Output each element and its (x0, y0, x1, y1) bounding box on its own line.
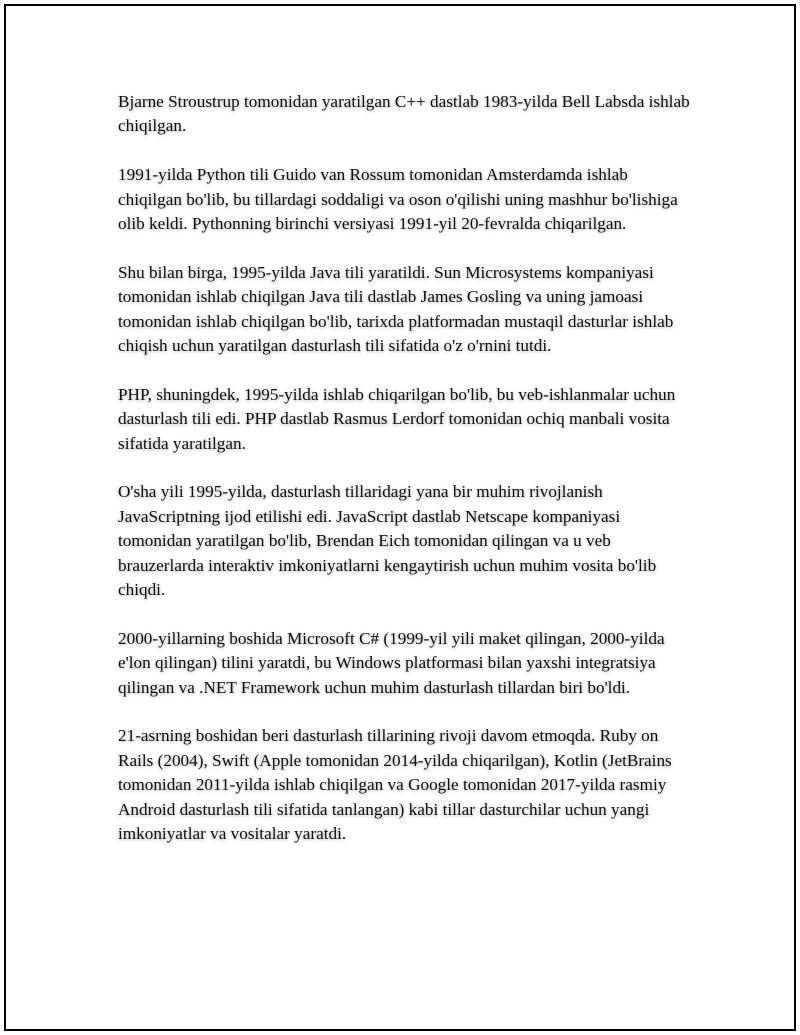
paragraph-cpp: Bjarne Stroustrup tomonidan yaratilgan C++ dastlab 1983-yilda Bell Labsda ishlab chiqilgan. (118, 92, 690, 136)
document-body (118, 90, 693, 871)
paragraph-php: PHP, shuningdek, 1995-yilda ishlab chiqarilgan bo'lib, bu veb-ishlanmalar uchun dasturlash tili edi. PHP dastlab Rasmus Lerdorf tomonidan ochiq manbali vosita sifatida yaratilgan. (118, 384, 676, 453)
paragraph-python: 1991-yilda Python tili Guido van Rossum tomonidan Amsterdamda ishlab chiqilgan bo'lib, bu tillardagi soddaligi va oson o'qilishi uning mashhur bo'lishiga olib keldi. Pythonning birinchi versiyasi 1991-yil 20-fevralda chiqarilgan. (118, 165, 678, 234)
paragraph-modern-languages: 21-asrning boshidan beri dasturlash tillarining rivoji davom etmoqda. Ruby on Rails (2004), Swift (Apple tomonidan 2014-yilda chiqarilgan), Kotlin (JetBrains tomonidan 2011-yilda ishlab chiqilgan va Google tomonidan 2017-yilda rasmiy Android dasturlash tili sifatida tanlangan) kabi tillar dasturchilar uchun yangi imkoniyatlar va vositalar yaratdi. (118, 726, 672, 844)
paragraph-java: Shu bilan birga, 1995-yilda Java tili yaratildi. Sun Microsystems kompaniyasi tomonidan ishlab chiqilgan Java tili dastlab James Gosling va uning jamoasi tomonidan ishlab chiqilgan bo'lib, tarixda platformadan mustaqil dasturlar ishlab chiqish uchun yaratilgan dasturlash tili sifatida o'z o'rnini tutdi. (118, 262, 674, 356)
paragraph-javascript: O'sha yili 1995-yilda, dasturlash tillaridagi yana bir muhim rivojlanish JavaScriptning ijod etilishi edi. JavaScript dastlab Netscape kompaniyasi tomonidan yaratilgan bo'lib, Brendan Eich tomonidan qilingan va u veb brauzerlarda interaktiv imkoniyatlarni kengaytirish uchun muhim vosita bo'lib chiqdi. (118, 482, 657, 600)
paragraph-csharp: 2000-yillarning boshida Microsoft C# (1999-yil yili maket qilingan, 2000-yilda e'lon qilingan) tilini yaratdi, bu Windows platformasi bilan yaxshi integratsiya qilingan va .NET Framework uchun muhim dasturlash tillardan biri bo'ldi. (118, 628, 665, 697)
